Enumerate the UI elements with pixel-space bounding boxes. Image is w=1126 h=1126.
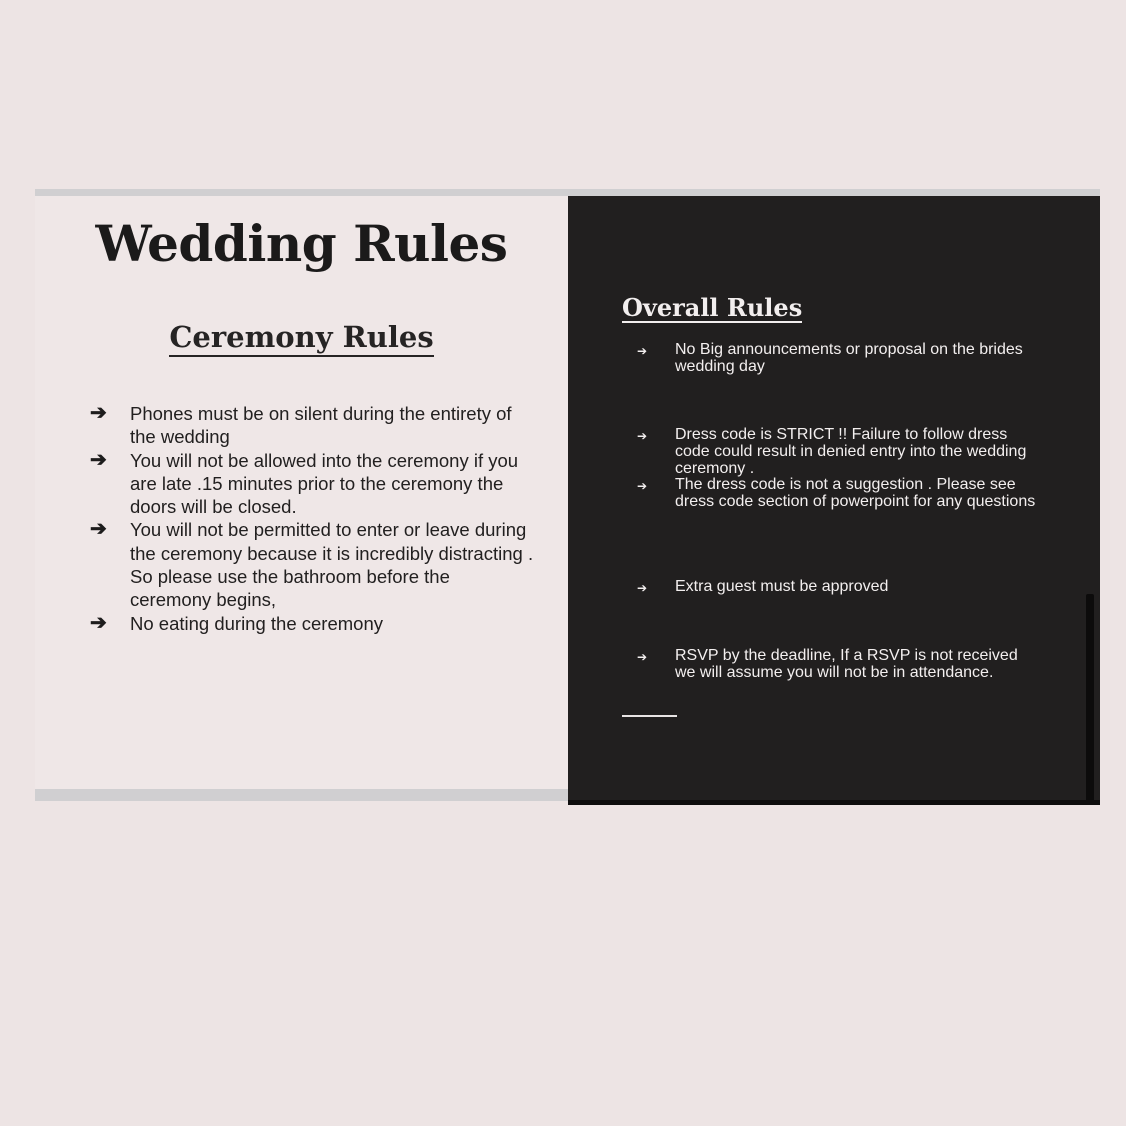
arrow-right-icon: ➔ (90, 518, 107, 541)
arrow-right-icon: ➔ (637, 581, 648, 595)
accent-divider (622, 715, 677, 717)
overall-rule-item (637, 648, 1037, 682)
slide-title: Wedding Rules (95, 214, 508, 273)
ceremony-rule-item (90, 449, 535, 519)
arrow-right-icon: ➔ (637, 344, 648, 358)
ceremony-rules-heading-text: Ceremony Rules (169, 320, 433, 357)
overall-panel (568, 196, 1100, 805)
overall-rules-heading: Overall Rules (622, 293, 803, 322)
ceremony-panel (35, 196, 568, 789)
ceremony-rule-text: You will not be allowed into the ceremony if you are late .15 minutes prior to the ceremony the doors will be closed. (130, 449, 519, 518)
ceremony-rule-item (90, 518, 535, 611)
ceremony-rule-text: No eating during the ceremony (130, 612, 383, 634)
overall-rule-text: Dress code is STRICT !! Failure to follow dress code could result in denied entry into the wedding ceremony . (675, 426, 1027, 477)
arrow-right-icon: ➔ (90, 402, 107, 424)
scrollbar-thumb[interactable] (1086, 594, 1094, 805)
ceremony-rule-text: Phones must be on silent during the entirety of the wedding (130, 403, 512, 448)
overall-rule-text: RSVP by the deadline, If a RSVP is not received we will assume you will not be in attendance. (675, 647, 1018, 681)
overall-rule-item (637, 579, 1037, 596)
overall-rule-item (637, 427, 1037, 477)
slide-frame-top (35, 189, 1100, 196)
overall-rule-item (637, 342, 1037, 376)
arrow-right-icon: ➔ (90, 448, 107, 471)
arrow-right-icon: ➔ (90, 611, 107, 634)
slide (35, 189, 1100, 805)
ceremony-rule-text: You will not be permitted to enter or leave during the ceremony because it is incredibly distracting . So please use the bathroom before the ceremony begins, (130, 519, 534, 611)
ceremony-rule-item (90, 612, 535, 635)
overall-rule-text: No Big announcements or proposal on the brides wedding day (675, 341, 1023, 375)
ceremony-rule-item (90, 402, 535, 449)
arrow-right-icon: ➔ (637, 650, 648, 664)
ceremony-rules-heading (35, 320, 568, 354)
arrow-right-icon: ➔ (637, 479, 648, 493)
overall-rule-text: The dress code is not a suggestion . Please see dress code section of powerpoint for any questions (675, 476, 1036, 510)
arrow-right-icon: ➔ (637, 429, 648, 443)
overall-rule-text: Extra guest must be approved (675, 578, 889, 595)
panel-bottom-edge (568, 800, 1100, 805)
ceremony-rules-list (90, 402, 535, 635)
slide-frame-bottom (35, 789, 568, 801)
overall-rule-item (637, 477, 1037, 511)
